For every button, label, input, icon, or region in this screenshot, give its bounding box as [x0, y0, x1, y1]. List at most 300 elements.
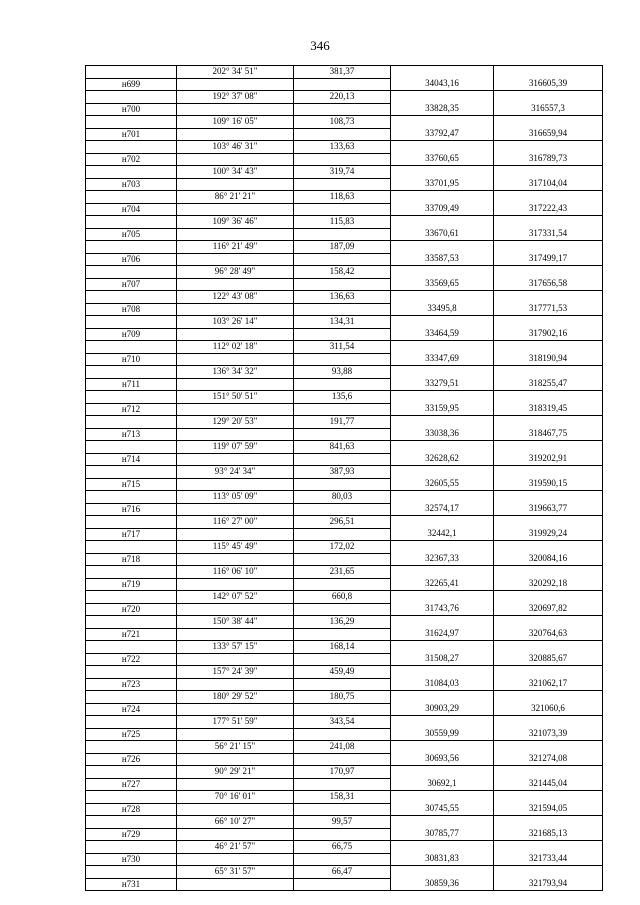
x-coordinate-cell	[391, 666, 494, 679]
x-coordinate-cell	[391, 741, 494, 754]
y-coordinate-cell	[494, 566, 603, 579]
segment-row	[86, 766, 603, 779]
point-name-cell: н716	[86, 503, 177, 516]
segment-length-cell	[294, 228, 391, 241]
direction-angle-cell	[177, 253, 294, 266]
point-row	[86, 503, 603, 516]
segment-length-cell	[294, 403, 391, 416]
point-row	[86, 828, 603, 841]
x-coordinate-cell	[391, 391, 494, 404]
direction-angle-cell: 100° 34' 43"	[177, 166, 294, 179]
direction-angle-cell: 112° 02' 18"	[177, 341, 294, 354]
segment-length-cell: 231,65	[294, 566, 391, 579]
segment-length-cell: 108,73	[294, 116, 391, 129]
direction-angle-cell	[177, 603, 294, 616]
point-row	[86, 328, 603, 341]
point-name-cell: н713	[86, 428, 177, 441]
direction-angle-cell	[177, 78, 294, 91]
direction-angle-cell: 151° 50' 51"	[177, 391, 294, 404]
direction-angle-cell: 116° 27' 00"	[177, 516, 294, 529]
direction-angle-cell: 65° 31' 57"	[177, 866, 294, 879]
x-coordinate-cell	[391, 566, 494, 579]
segment-length-cell	[294, 328, 391, 341]
y-coordinate-cell: 320697,82	[494, 603, 603, 616]
direction-angle-cell: 177° 51' 59"	[177, 716, 294, 729]
point-row	[86, 803, 603, 816]
point-name-cell	[86, 641, 177, 654]
segment-length-cell: 172,02	[294, 541, 391, 554]
segment-length-cell: 136,63	[294, 291, 391, 304]
direction-angle-cell	[177, 778, 294, 791]
point-name-cell	[86, 316, 177, 329]
y-coordinate-cell	[494, 491, 603, 504]
segment-length-cell	[294, 528, 391, 541]
direction-angle-cell: 66° 10' 27"	[177, 816, 294, 829]
segment-length-cell: 170,97	[294, 766, 391, 779]
segment-length-cell	[294, 478, 391, 491]
direction-angle-cell	[177, 378, 294, 391]
segment-row	[86, 741, 603, 754]
point-name-cell	[86, 766, 177, 779]
x-coordinate-cell	[391, 166, 494, 179]
segment-length-cell	[294, 878, 391, 891]
x-coordinate-cell	[391, 291, 494, 304]
segment-row	[86, 166, 603, 179]
direction-angle-cell: 122° 43' 08"	[177, 291, 294, 304]
x-coordinate-cell: 32574,17	[391, 503, 494, 516]
point-name-cell	[86, 841, 177, 854]
point-name-cell	[86, 441, 177, 454]
y-coordinate-cell: 320764,63	[494, 628, 603, 641]
x-coordinate-cell	[391, 366, 494, 379]
y-coordinate-cell	[494, 391, 603, 404]
y-coordinate-cell	[494, 291, 603, 304]
x-coordinate-cell	[391, 466, 494, 479]
x-coordinate-cell: 30693,56	[391, 753, 494, 766]
point-row	[86, 103, 603, 116]
point-name-cell: н699	[86, 78, 177, 91]
y-coordinate-cell: 321685,13	[494, 828, 603, 841]
direction-angle-cell: 136° 34' 32"	[177, 366, 294, 379]
segment-row	[86, 691, 603, 704]
segment-length-cell	[294, 628, 391, 641]
point-name-cell	[86, 166, 177, 179]
direction-angle-cell	[177, 278, 294, 291]
point-row	[86, 678, 603, 691]
point-name-cell	[86, 691, 177, 704]
direction-angle-cell: 56° 21' 15"	[177, 741, 294, 754]
segment-row	[86, 516, 603, 529]
y-coordinate-cell: 321062,17	[494, 678, 603, 691]
y-coordinate-cell: 321073,39	[494, 728, 603, 741]
segment-row	[86, 666, 603, 679]
point-name-cell	[86, 741, 177, 754]
point-name-cell: н703	[86, 178, 177, 191]
point-row	[86, 278, 603, 291]
point-row	[86, 403, 603, 416]
y-coordinate-cell: 321793,94	[494, 878, 603, 891]
x-coordinate-cell: 33760,65	[391, 153, 494, 166]
x-coordinate-cell: 33828,35	[391, 103, 494, 116]
y-coordinate-cell	[494, 466, 603, 479]
point-row	[86, 703, 603, 716]
segment-row	[86, 66, 603, 79]
x-coordinate-cell: 30903,29	[391, 703, 494, 716]
direction-angle-cell	[177, 353, 294, 366]
x-coordinate-cell	[391, 416, 494, 429]
segment-length-cell	[294, 603, 391, 616]
segment-row	[86, 641, 603, 654]
direction-angle-cell	[177, 878, 294, 891]
y-coordinate-cell	[494, 416, 603, 429]
y-coordinate-cell	[494, 366, 603, 379]
direction-angle-cell: 119° 07' 59"	[177, 441, 294, 454]
x-coordinate-cell: 33792,47	[391, 128, 494, 141]
segment-length-cell: 93,88	[294, 366, 391, 379]
x-coordinate-cell	[391, 191, 494, 204]
point-name-cell	[86, 491, 177, 504]
coordinates-table	[85, 65, 603, 891]
segment-length-cell	[294, 653, 391, 666]
point-name-cell: н725	[86, 728, 177, 741]
x-coordinate-cell: 31084,03	[391, 678, 494, 691]
point-row	[86, 378, 603, 391]
page-number: 346	[310, 38, 330, 53]
point-name-cell: н701	[86, 128, 177, 141]
x-coordinate-cell	[391, 266, 494, 279]
segment-row	[86, 91, 603, 104]
x-coordinate-cell	[391, 516, 494, 529]
point-row	[86, 428, 603, 441]
point-row	[86, 628, 603, 641]
x-coordinate-cell: 30559,99	[391, 728, 494, 741]
segment-length-cell	[294, 78, 391, 91]
segment-length-cell: 80,03	[294, 491, 391, 504]
y-coordinate-cell	[494, 816, 603, 829]
direction-angle-cell	[177, 678, 294, 691]
point-row	[86, 553, 603, 566]
direction-angle-cell	[177, 128, 294, 141]
segment-row	[86, 366, 603, 379]
direction-angle-cell	[177, 328, 294, 341]
direction-angle-cell: 113° 05' 09"	[177, 491, 294, 504]
segment-row	[86, 216, 603, 229]
y-coordinate-cell: 320084,16	[494, 553, 603, 566]
y-coordinate-cell: 321594,05	[494, 803, 603, 816]
segment-length-cell: 135,6	[294, 391, 391, 404]
point-name-cell: н727	[86, 778, 177, 791]
y-coordinate-cell	[494, 341, 603, 354]
segment-length-cell: 134,31	[294, 316, 391, 329]
point-name-cell	[86, 466, 177, 479]
y-coordinate-cell: 317902,16	[494, 328, 603, 341]
point-name-cell	[86, 666, 177, 679]
x-coordinate-cell	[391, 316, 494, 329]
direction-angle-cell: 150° 38' 44"	[177, 616, 294, 629]
point-row	[86, 728, 603, 741]
point-name-cell	[86, 366, 177, 379]
y-coordinate-cell: 318467,75	[494, 428, 603, 441]
x-coordinate-cell: 33587,53	[391, 253, 494, 266]
segment-row	[86, 191, 603, 204]
point-name-cell: н718	[86, 553, 177, 566]
segment-length-cell: 99,57	[294, 816, 391, 829]
x-coordinate-cell: 33670,61	[391, 228, 494, 241]
point-row	[86, 153, 603, 166]
point-name-cell	[86, 866, 177, 879]
point-row	[86, 78, 603, 91]
x-coordinate-cell	[391, 591, 494, 604]
x-coordinate-cell: 31508,27	[391, 653, 494, 666]
y-coordinate-cell: 321733,44	[494, 853, 603, 866]
y-coordinate-cell: 319663,77	[494, 503, 603, 516]
point-name-cell	[86, 516, 177, 529]
x-coordinate-cell: 31743,76	[391, 603, 494, 616]
direction-angle-cell	[177, 578, 294, 591]
point-row	[86, 753, 603, 766]
segment-length-cell: 343,54	[294, 716, 391, 729]
point-name-cell: н711	[86, 378, 177, 391]
point-name-cell: н729	[86, 828, 177, 841]
point-name-cell	[86, 191, 177, 204]
segment-row	[86, 466, 603, 479]
y-coordinate-cell	[494, 866, 603, 879]
y-coordinate-cell	[494, 141, 603, 154]
direction-angle-cell: 180° 29' 52"	[177, 691, 294, 704]
x-coordinate-cell	[391, 691, 494, 704]
direction-angle-cell	[177, 478, 294, 491]
x-coordinate-cell: 32265,41	[391, 578, 494, 591]
point-name-cell: н712	[86, 403, 177, 416]
segment-row	[86, 591, 603, 604]
point-name-cell: н708	[86, 303, 177, 316]
y-coordinate-cell: 317331,54	[494, 228, 603, 241]
x-coordinate-cell: 33159,95	[391, 403, 494, 416]
direction-angle-cell	[177, 628, 294, 641]
segment-length-cell	[294, 553, 391, 566]
point-row	[86, 653, 603, 666]
point-name-cell	[86, 591, 177, 604]
point-name-cell: н720	[86, 603, 177, 616]
point-row	[86, 878, 603, 891]
y-coordinate-cell: 317771,53	[494, 303, 603, 316]
segment-row	[86, 291, 603, 304]
segment-row	[86, 141, 603, 154]
y-coordinate-cell: 320292,18	[494, 578, 603, 591]
direction-angle-cell	[177, 178, 294, 191]
y-coordinate-cell: 316605,39	[494, 78, 603, 91]
point-name-cell: н724	[86, 703, 177, 716]
segment-row	[86, 316, 603, 329]
point-name-cell	[86, 566, 177, 579]
x-coordinate-cell: 33709,49	[391, 203, 494, 216]
x-coordinate-cell: 30831,83	[391, 853, 494, 866]
segment-length-cell	[294, 203, 391, 216]
y-coordinate-cell: 318319,45	[494, 403, 603, 416]
segment-length-cell: 841,63	[294, 441, 391, 454]
direction-angle-cell: 157° 24' 39"	[177, 666, 294, 679]
point-name-cell	[86, 716, 177, 729]
segment-row	[86, 716, 603, 729]
segment-length-cell: 118,63	[294, 191, 391, 204]
direction-angle-cell	[177, 853, 294, 866]
point-row	[86, 528, 603, 541]
y-coordinate-cell	[494, 666, 603, 679]
y-coordinate-cell	[494, 91, 603, 104]
y-coordinate-cell	[494, 641, 603, 654]
segment-row	[86, 241, 603, 254]
y-coordinate-cell	[494, 591, 603, 604]
x-coordinate-cell: 33701,95	[391, 178, 494, 191]
segment-length-cell	[294, 678, 391, 691]
y-coordinate-cell: 317104,04	[494, 178, 603, 191]
segment-length-cell	[294, 378, 391, 391]
segment-length-cell	[294, 303, 391, 316]
segment-length-cell: 220,13	[294, 91, 391, 104]
point-name-cell: н700	[86, 103, 177, 116]
segment-length-cell	[294, 128, 391, 141]
y-coordinate-cell	[494, 716, 603, 729]
direction-angle-cell	[177, 828, 294, 841]
segment-length-cell: 459,49	[294, 666, 391, 679]
direction-angle-cell: 133° 57' 15"	[177, 641, 294, 654]
x-coordinate-cell: 33464,59	[391, 328, 494, 341]
point-name-cell: н707	[86, 278, 177, 291]
segment-row	[86, 816, 603, 829]
y-coordinate-cell	[494, 166, 603, 179]
point-name-cell	[86, 816, 177, 829]
y-coordinate-cell	[494, 841, 603, 854]
segment-length-cell: 660,8	[294, 591, 391, 604]
segment-length-cell	[294, 578, 391, 591]
y-coordinate-cell	[494, 116, 603, 129]
direction-angle-cell: 129° 20' 53"	[177, 416, 294, 429]
x-coordinate-cell: 30859,36	[391, 878, 494, 891]
y-coordinate-cell: 321060,6	[494, 703, 603, 716]
x-coordinate-cell: 33038,36	[391, 428, 494, 441]
direction-angle-cell: 96° 28' 49"	[177, 266, 294, 279]
segment-length-cell	[294, 428, 391, 441]
segment-length-cell: 241,08	[294, 741, 391, 754]
x-coordinate-cell: 30785,77	[391, 828, 494, 841]
direction-angle-cell	[177, 553, 294, 566]
segment-length-cell	[294, 278, 391, 291]
segment-length-cell: 133,63	[294, 141, 391, 154]
direction-angle-cell: 192° 37' 08"	[177, 91, 294, 104]
segment-length-cell: 319,74	[294, 166, 391, 179]
point-name-cell	[86, 91, 177, 104]
point-name-cell	[86, 66, 177, 79]
point-row	[86, 778, 603, 791]
point-name-cell: н723	[86, 678, 177, 691]
direction-angle-cell: 116° 06' 10"	[177, 566, 294, 579]
y-coordinate-cell	[494, 266, 603, 279]
x-coordinate-cell	[391, 491, 494, 504]
direction-angle-cell: 109° 36' 46"	[177, 216, 294, 229]
point-name-cell	[86, 116, 177, 129]
direction-angle-cell	[177, 728, 294, 741]
point-row	[86, 353, 603, 366]
y-coordinate-cell: 316557,3	[494, 103, 603, 116]
direction-angle-cell	[177, 703, 294, 716]
segment-row	[86, 416, 603, 429]
y-coordinate-cell	[494, 191, 603, 204]
y-coordinate-cell	[494, 216, 603, 229]
direction-angle-cell	[177, 803, 294, 816]
direction-angle-cell	[177, 503, 294, 516]
direction-angle-cell	[177, 203, 294, 216]
point-name-cell: н721	[86, 628, 177, 641]
point-row	[86, 303, 603, 316]
point-row	[86, 453, 603, 466]
x-coordinate-cell	[391, 641, 494, 654]
y-coordinate-cell: 319202,91	[494, 453, 603, 466]
segment-length-cell	[294, 353, 391, 366]
point-name-cell	[86, 241, 177, 254]
y-coordinate-cell: 317499,17	[494, 253, 603, 266]
direction-angle-cell: 103° 46' 31"	[177, 141, 294, 154]
y-coordinate-cell: 319929,24	[494, 528, 603, 541]
direction-angle-cell	[177, 403, 294, 416]
segment-length-cell	[294, 503, 391, 516]
point-name-cell: н706	[86, 253, 177, 266]
direction-angle-cell: 86° 21' 21"	[177, 191, 294, 204]
y-coordinate-cell: 321445,04	[494, 778, 603, 791]
segment-length-cell: 66,75	[294, 841, 391, 854]
segment-row	[86, 391, 603, 404]
y-coordinate-cell: 318190,94	[494, 353, 603, 366]
segment-row	[86, 266, 603, 279]
point-name-cell: н728	[86, 803, 177, 816]
point-name-cell: н710	[86, 353, 177, 366]
segment-row	[86, 441, 603, 454]
x-coordinate-cell: 33569,65	[391, 278, 494, 291]
direction-angle-cell	[177, 228, 294, 241]
segment-length-cell	[294, 853, 391, 866]
direction-angle-cell: 202° 34' 51"	[177, 66, 294, 79]
point-name-cell	[86, 616, 177, 629]
y-coordinate-cell: 321274,08	[494, 753, 603, 766]
point-name-cell	[86, 141, 177, 154]
segment-length-cell	[294, 778, 391, 791]
point-name-cell	[86, 791, 177, 804]
point-name-cell	[86, 216, 177, 229]
point-name-cell: н714	[86, 453, 177, 466]
segment-length-cell: 191,77	[294, 416, 391, 429]
segment-row	[86, 566, 603, 579]
segment-length-cell: 311,54	[294, 341, 391, 354]
segment-length-cell	[294, 103, 391, 116]
y-coordinate-cell: 319590,15	[494, 478, 603, 491]
y-coordinate-cell: 317656,58	[494, 278, 603, 291]
y-coordinate-cell	[494, 616, 603, 629]
y-coordinate-cell	[494, 441, 603, 454]
x-coordinate-cell	[391, 141, 494, 154]
segment-length-cell: 158,31	[294, 791, 391, 804]
direction-angle-cell: 142° 07' 52"	[177, 591, 294, 604]
point-row	[86, 853, 603, 866]
direction-angle-cell	[177, 428, 294, 441]
x-coordinate-cell: 30692,1	[391, 778, 494, 791]
segment-length-cell: 115,83	[294, 216, 391, 229]
segment-row	[86, 616, 603, 629]
segment-length-cell: 66,47	[294, 866, 391, 879]
segment-length-cell: 168,14	[294, 641, 391, 654]
segment-length-cell: 180,75	[294, 691, 391, 704]
segment-row	[86, 791, 603, 804]
direction-angle-cell: 70° 16' 01"	[177, 791, 294, 804]
segment-length-cell: 136,29	[294, 616, 391, 629]
